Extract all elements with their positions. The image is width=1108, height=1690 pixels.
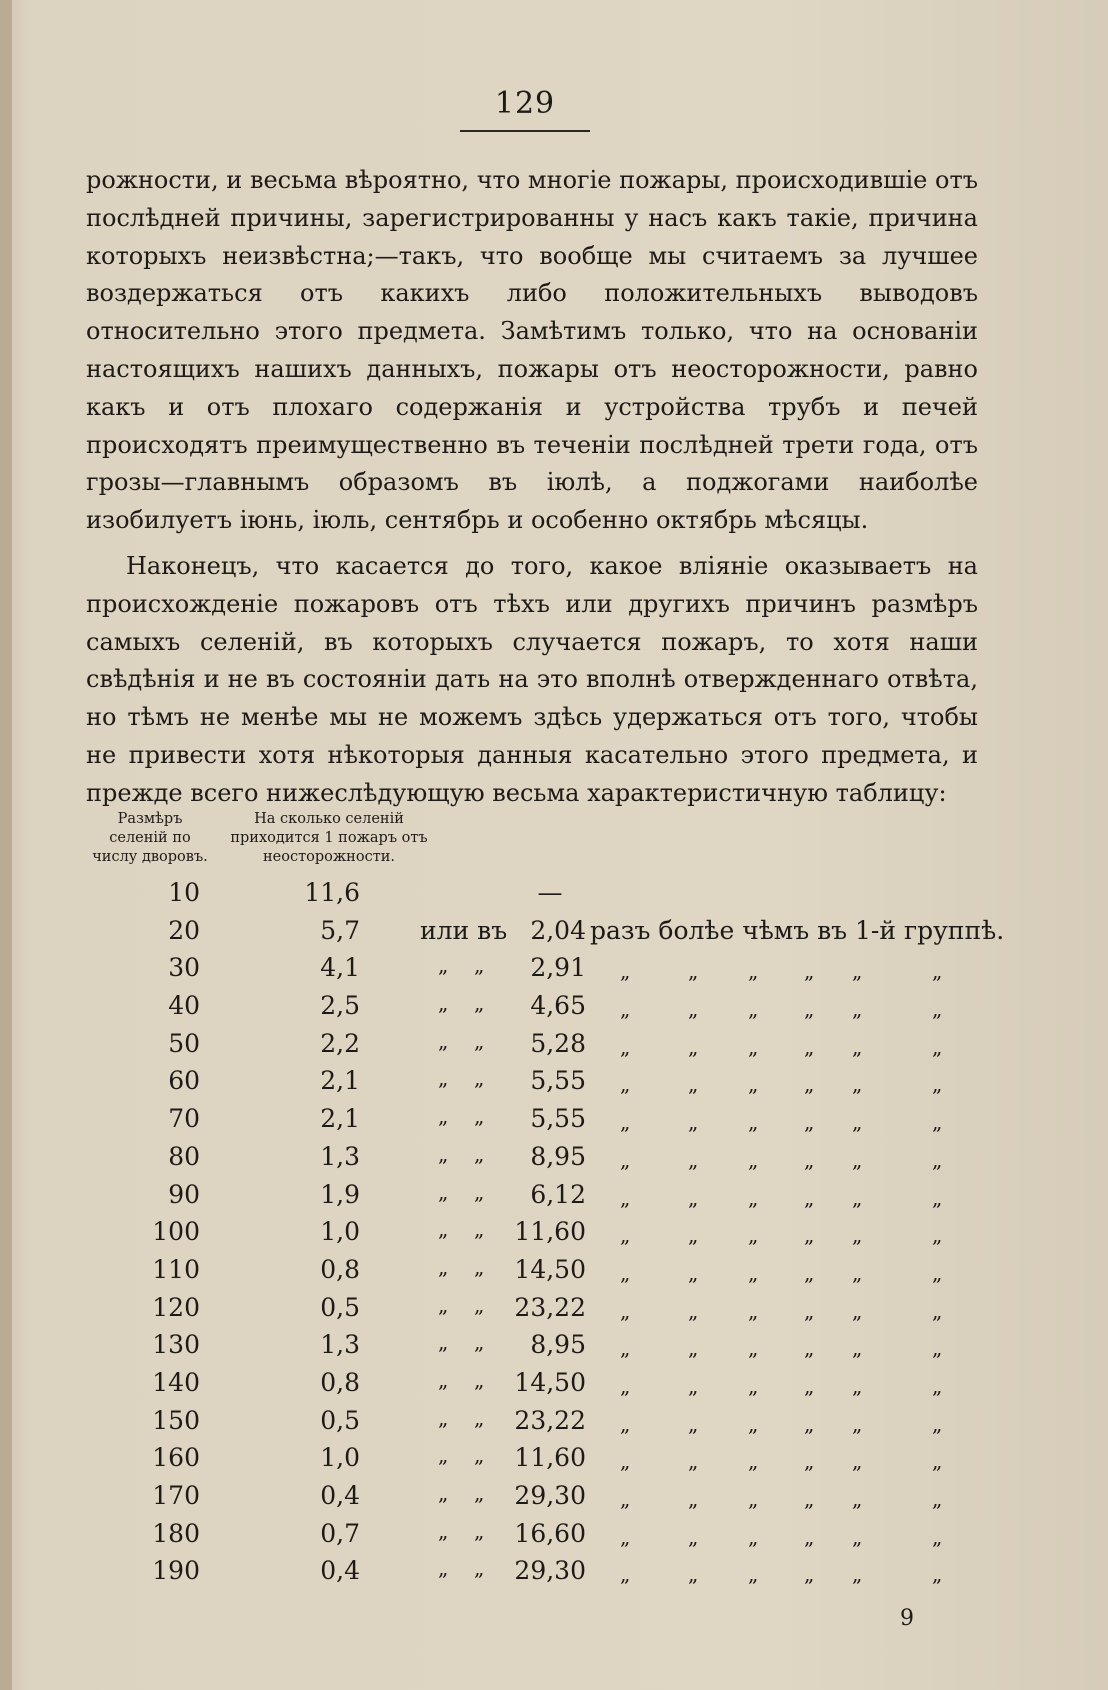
ditto-mark: „ xyxy=(688,1524,699,1549)
ditto-mark: „ xyxy=(438,1330,449,1355)
cell-size: 60 xyxy=(168,1066,200,1096)
ditto-mark: „ xyxy=(932,1524,943,1549)
ditto-mark: „ xyxy=(620,1336,631,1361)
ditto-mark: „ xyxy=(474,1141,485,1166)
ditto-mark: „ xyxy=(932,1072,943,1097)
ditto-mark: „ xyxy=(932,1223,943,1248)
cell-dash: — xyxy=(537,878,563,907)
ditto-mark: „ xyxy=(688,1147,699,1172)
ditto-mark: „ xyxy=(438,953,449,978)
cell-per-fire: 1,3 xyxy=(320,1330,360,1360)
signature-mark: 9 xyxy=(900,1606,914,1631)
ditto-mark: „ xyxy=(620,1110,631,1135)
cell-size: 190 xyxy=(152,1556,200,1586)
cell-size: 140 xyxy=(152,1367,200,1397)
ditto-mark: „ xyxy=(438,1066,449,1091)
ditto-mark: „ xyxy=(688,1562,699,1587)
ditto-mark: „ xyxy=(932,1487,943,1511)
ditto-mark: „ xyxy=(852,1034,863,1059)
ditto-mark: „ xyxy=(804,997,815,1022)
ditto-mark: „ xyxy=(932,1336,943,1361)
ditto-mark: „ xyxy=(474,1405,485,1430)
table-header-per-fire: На сколько селеній приходится 1 пожаръ отъ неосторожности. xyxy=(230,811,428,865)
ditto-mark: „ xyxy=(804,1524,815,1549)
ditto-mark: „ xyxy=(620,1147,631,1172)
cell-per-fire: 4,1 xyxy=(320,953,360,983)
ditto-mark: „ xyxy=(688,1298,699,1323)
ditto-mark: „ xyxy=(620,1411,631,1436)
ditto-mark: „ xyxy=(852,1449,863,1474)
ditto-mark: „ xyxy=(748,1110,759,1135)
ditto-mark: „ xyxy=(474,1481,485,1505)
ditto-mark: „ xyxy=(852,959,863,984)
cell-times: 14,50 xyxy=(514,1254,586,1284)
table-row xyxy=(0,1029,1108,1067)
ditto-mark: „ xyxy=(620,1487,631,1511)
table-header-size: Размѣръ селеній по числу дворовъ. xyxy=(92,811,208,865)
cell-size: 20 xyxy=(168,915,200,945)
ditto-mark: „ xyxy=(474,1104,485,1129)
cell-per-fire: 2,1 xyxy=(320,1066,360,1096)
cell-per-fire: 1,0 xyxy=(320,1443,360,1473)
ditto-mark: „ xyxy=(620,1298,631,1323)
ditto-mark: „ xyxy=(852,1562,863,1587)
cell-per-fire: 2,2 xyxy=(320,1028,360,1058)
table-row xyxy=(0,1556,1108,1594)
table-row xyxy=(0,1368,1108,1406)
ditto-mark: „ xyxy=(474,1179,485,1204)
body-text xyxy=(86,162,978,813)
ditto-mark: „ xyxy=(620,1260,631,1285)
cell-or-text: или въ xyxy=(420,915,508,945)
ditto-mark: „ xyxy=(438,1481,449,1505)
ditto-mark: „ xyxy=(748,1487,759,1511)
ditto-mark: „ xyxy=(852,1336,863,1361)
cell-per-fire: 0,8 xyxy=(320,1254,360,1284)
ditto-mark: „ xyxy=(748,1562,759,1587)
table-row xyxy=(0,1217,1108,1255)
ditto-mark: „ xyxy=(438,1104,449,1129)
table-row xyxy=(0,878,1108,916)
ditto-mark: „ xyxy=(620,997,631,1022)
table-row xyxy=(0,1142,1108,1180)
ditto-mark: „ xyxy=(438,1556,449,1581)
cell-size: 50 xyxy=(168,1028,200,1058)
ditto-mark: „ xyxy=(688,1260,699,1285)
ditto-mark: „ xyxy=(852,997,863,1022)
cell-times: 23,22 xyxy=(514,1405,586,1435)
ditto-mark: „ xyxy=(474,1217,485,1242)
ditto-mark: „ xyxy=(804,1223,815,1248)
cell-times: 4,65 xyxy=(530,991,586,1021)
ditto-mark: „ xyxy=(748,1147,759,1172)
cell-per-fire: 0,4 xyxy=(320,1481,360,1510)
ditto-mark: „ xyxy=(852,1110,863,1135)
cell-times: 11,60 xyxy=(514,1443,586,1473)
ditto-mark: „ xyxy=(932,1449,943,1474)
ditto-mark: „ xyxy=(620,1373,631,1398)
ditto-mark: „ xyxy=(438,1254,449,1279)
cell-per-fire: 0,5 xyxy=(320,1405,360,1435)
ditto-mark: „ xyxy=(620,1524,631,1549)
cell-times: 29,30 xyxy=(514,1481,586,1510)
ditto-mark: „ xyxy=(688,1072,699,1097)
ditto-mark: „ xyxy=(852,1487,863,1511)
table-row xyxy=(0,1481,1108,1519)
ditto-mark: „ xyxy=(932,1298,943,1323)
ditto-mark: „ xyxy=(438,1028,449,1053)
ditto-mark: „ xyxy=(688,1034,699,1059)
cell-times: 16,60 xyxy=(514,1518,586,1548)
cell-size: 80 xyxy=(168,1141,200,1171)
ditto-mark: „ xyxy=(932,997,943,1022)
cell-times: 29,30 xyxy=(514,1556,586,1586)
ditto-mark: „ xyxy=(852,1411,863,1436)
ditto-mark: „ xyxy=(852,1185,863,1210)
cell-per-fire: 0,5 xyxy=(320,1292,360,1322)
ditto-mark: „ xyxy=(474,1443,485,1468)
ditto-mark: „ xyxy=(688,1487,699,1511)
cell-size: 180 xyxy=(152,1518,200,1548)
cell-size: 130 xyxy=(152,1330,200,1360)
ditto-mark: „ xyxy=(748,997,759,1022)
cell-size: 110 xyxy=(152,1254,200,1284)
ditto-mark: „ xyxy=(932,1411,943,1436)
ditto-mark: „ xyxy=(474,1556,485,1581)
ditto-mark: „ xyxy=(620,1185,631,1210)
ditto-mark: „ xyxy=(474,1028,485,1053)
ditto-mark: „ xyxy=(748,1449,759,1474)
ditto-mark: „ xyxy=(804,1072,815,1097)
cell-times: 2,04 xyxy=(530,915,586,945)
ditto-mark: „ xyxy=(804,1411,815,1436)
ditto-mark: „ xyxy=(932,959,943,984)
cell-per-fire: 0,4 xyxy=(320,1556,360,1586)
ditto-mark: „ xyxy=(748,1223,759,1248)
ditto-mark: „ xyxy=(748,1034,759,1059)
ditto-mark: „ xyxy=(932,1260,943,1285)
ditto-mark: „ xyxy=(620,1072,631,1097)
cell-size: 70 xyxy=(168,1104,200,1134)
ditto-mark: „ xyxy=(438,1141,449,1166)
ditto-mark: „ xyxy=(852,1147,863,1172)
cell-per-fire: 0,8 xyxy=(320,1367,360,1397)
cell-times: 11,60 xyxy=(514,1217,586,1247)
ditto-mark: „ xyxy=(804,1336,815,1361)
ditto-mark: „ xyxy=(804,1147,815,1172)
ditto-mark: „ xyxy=(804,1449,815,1474)
cell-size: 150 xyxy=(152,1405,200,1435)
ditto-mark: „ xyxy=(804,1298,815,1323)
ditto-mark: „ xyxy=(932,1185,943,1210)
table-body xyxy=(0,878,1108,1594)
ditto-mark: „ xyxy=(438,1367,449,1392)
ditto-mark: „ xyxy=(804,1034,815,1059)
ditto-mark: „ xyxy=(474,1330,485,1355)
ditto-mark: „ xyxy=(748,1260,759,1285)
ditto-mark: „ xyxy=(474,1518,485,1543)
table-row xyxy=(0,1406,1108,1444)
table-row xyxy=(0,916,1108,954)
ditto-mark: „ xyxy=(474,1254,485,1279)
cell-size: 160 xyxy=(152,1443,200,1473)
ditto-mark: „ xyxy=(748,959,759,984)
table-row xyxy=(0,1066,1108,1104)
cell-size: 90 xyxy=(168,1179,200,1209)
cell-times: 8,95 xyxy=(530,1141,586,1171)
ditto-mark: „ xyxy=(688,1223,699,1248)
table-row xyxy=(0,1519,1108,1557)
cell-times: 2,91 xyxy=(530,953,586,983)
cell-times: 23,22 xyxy=(514,1292,586,1322)
ditto-mark: „ xyxy=(688,1449,699,1474)
ditto-mark: „ xyxy=(688,1373,699,1398)
cell-times: 6,12 xyxy=(530,1179,586,1209)
ditto-mark: „ xyxy=(688,1110,699,1135)
ditto-mark: „ xyxy=(438,1179,449,1204)
ditto-mark: „ xyxy=(474,991,485,1016)
ditto-mark: „ xyxy=(474,953,485,978)
table-row xyxy=(0,1104,1108,1142)
cell-rest-text: разъ болѣе чѣмъ въ 1-й группѣ. xyxy=(590,915,1005,945)
cell-per-fire: 0,7 xyxy=(320,1518,360,1548)
table-row xyxy=(0,1255,1108,1293)
table-row xyxy=(0,991,1108,1029)
table-row xyxy=(0,1443,1108,1481)
ditto-mark: „ xyxy=(852,1373,863,1398)
ditto-mark: „ xyxy=(438,1292,449,1317)
cell-times: 5,28 xyxy=(530,1028,586,1058)
ditto-mark: „ xyxy=(932,1034,943,1059)
ditto-mark: „ xyxy=(932,1147,943,1172)
cell-times: 5,55 xyxy=(530,1066,586,1096)
page-number: 129 xyxy=(494,86,556,121)
cell-per-fire: 2,1 xyxy=(320,1104,360,1134)
cell-per-fire: 5,7 xyxy=(320,915,360,945)
cell-times: 14,50 xyxy=(514,1367,586,1397)
ditto-mark: „ xyxy=(804,1260,815,1285)
ditto-mark: „ xyxy=(620,959,631,984)
cell-per-fire: 1,9 xyxy=(320,1179,360,1209)
ditto-mark: „ xyxy=(688,1336,699,1361)
ditto-mark: „ xyxy=(748,1373,759,1398)
ditto-mark: „ xyxy=(804,1487,815,1511)
ditto-mark: „ xyxy=(852,1260,863,1285)
ditto-mark: „ xyxy=(688,1185,699,1210)
ditto-mark: „ xyxy=(748,1185,759,1210)
ditto-mark: „ xyxy=(474,1066,485,1091)
ditto-mark: „ xyxy=(932,1110,943,1135)
page-number-rule xyxy=(460,130,590,132)
ditto-mark: „ xyxy=(438,1443,449,1468)
ditto-mark: „ xyxy=(688,997,699,1022)
cell-times: 8,95 xyxy=(530,1330,586,1360)
cell-per-fire: 1,3 xyxy=(320,1141,360,1171)
ditto-mark: „ xyxy=(438,1405,449,1430)
ditto-mark: „ xyxy=(804,1110,815,1135)
ditto-mark: „ xyxy=(748,1072,759,1097)
ditto-mark: „ xyxy=(474,1367,485,1392)
ditto-mark: „ xyxy=(620,1449,631,1474)
ditto-mark: „ xyxy=(688,1411,699,1436)
ditto-mark: „ xyxy=(620,1034,631,1059)
ditto-mark: „ xyxy=(748,1524,759,1549)
ditto-mark: „ xyxy=(620,1562,631,1587)
ditto-mark: „ xyxy=(852,1298,863,1323)
ditto-mark: „ xyxy=(804,1185,815,1210)
cell-per-fire: 2,5 xyxy=(320,991,360,1021)
ditto-mark: „ xyxy=(932,1562,943,1587)
cell-size: 120 xyxy=(152,1292,200,1322)
ditto-mark: „ xyxy=(804,959,815,984)
cell-size: 30 xyxy=(168,953,200,983)
ditto-mark: „ xyxy=(852,1524,863,1549)
ditto-mark: „ xyxy=(620,1223,631,1248)
ditto-mark: „ xyxy=(748,1298,759,1323)
ditto-mark: „ xyxy=(804,1373,815,1398)
ditto-mark: „ xyxy=(804,1562,815,1587)
ditto-mark: „ xyxy=(438,1217,449,1242)
ditto-mark: „ xyxy=(852,1072,863,1097)
cell-size: 170 xyxy=(152,1481,200,1510)
cell-size: 40 xyxy=(168,991,200,1021)
ditto-mark: „ xyxy=(748,1336,759,1361)
ditto-mark: „ xyxy=(438,1518,449,1543)
paragraph-2: Наконецъ, что касается до того, какое вліяніе оказываетъ на происхожденіе пожаровъ отъ тѣхъ или другихъ причинъ размѣръ самыхъ селеній, въ которыхъ случается пожаръ, то хотя наши свѣдѣнія и не въ состояніи дать на это вполнѣ отвержденнаго отвѣта, но тѣмъ не менѣе мы не можемъ здѣсь удержаться отъ того, чтобы не привести хотя нѣкоторыя данныя касательно этого предмета, и прежде всего нижеслѣдующую весьма характеристичную таблицу: xyxy=(86,551,978,807)
ditto-mark: „ xyxy=(438,991,449,1016)
table-row xyxy=(0,953,1108,991)
table-row xyxy=(0,1330,1108,1368)
paragraph-1: рожности, и весьма вѣроятно, что многіе пожары, происходившіе отъ послѣдней причины, зарегистрированны у насъ какъ такіе, причина которыхъ неизвѣстна;—такъ, что вообще мы считаемъ за лучшее воздержаться отъ какихъ либо положительныхъ выводовъ относительно этого предмета. Замѣтимъ только, что на основаніи настоящихъ нашихъ данныхъ, пожары отъ неосторожности, равно какъ и отъ плохаго содержанія и устройства трубъ и печей происходятъ преимущественно въ теченіи послѣдней трети года, отъ грозы—главнымъ образомъ въ іюлѣ, а поджогами наиболѣе изобилуетъ іюнь, іюль, сентябрь и особенно октябрь мѣсяцы. xyxy=(86,166,978,535)
ditto-mark: „ xyxy=(932,1373,943,1398)
cell-per-fire: 11,6 xyxy=(304,878,360,907)
cell-size: 100 xyxy=(152,1217,200,1247)
cell-times: 5,55 xyxy=(530,1104,586,1134)
ditto-mark: „ xyxy=(852,1223,863,1248)
cell-per-fire: 1,0 xyxy=(320,1217,360,1247)
ditto-mark: „ xyxy=(748,1411,759,1436)
ditto-mark: „ xyxy=(688,959,699,984)
cell-size: 10 xyxy=(168,878,200,907)
ditto-mark: „ xyxy=(474,1292,485,1317)
table-row xyxy=(0,1180,1108,1218)
table-row xyxy=(0,1293,1108,1331)
